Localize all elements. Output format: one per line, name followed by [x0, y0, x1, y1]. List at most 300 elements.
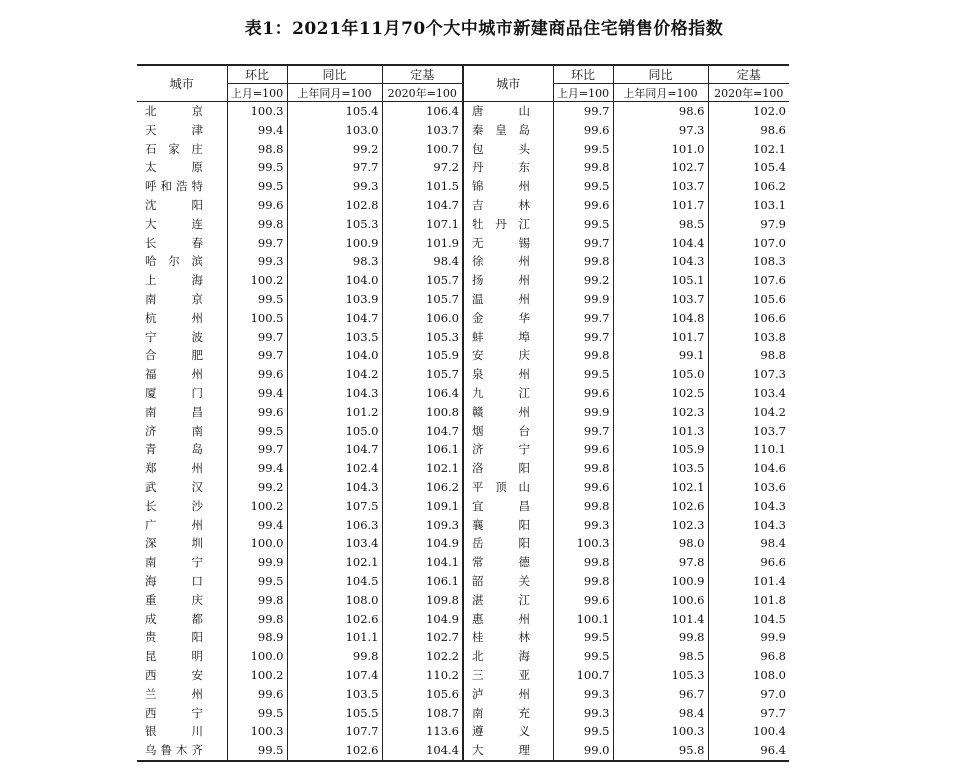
yoy-value: 103.7	[613, 177, 708, 196]
city-cell	[463, 459, 553, 478]
mom-value: 99.7	[553, 422, 613, 441]
city-name: 秦皇岛	[472, 122, 530, 137]
base-subheader-right: 2020年=100	[708, 84, 789, 102]
city-cell	[463, 704, 553, 723]
base-value: 100.7	[382, 140, 463, 159]
mom-value: 99.4	[227, 516, 287, 535]
table-row	[137, 290, 789, 309]
yoy-value: 95.8	[613, 741, 708, 761]
city-cell	[137, 647, 227, 666]
mom-value: 99.5	[227, 572, 287, 591]
base-value: 106.2	[708, 177, 789, 196]
mom-value: 100.3	[227, 722, 287, 741]
table-row	[137, 121, 789, 140]
yoy-value: 104.5	[287, 572, 382, 591]
yoy-value: 101.1	[287, 628, 382, 647]
city-cell	[463, 271, 553, 290]
base-value: 98.6	[708, 121, 789, 140]
city-cell	[137, 215, 227, 234]
yoy-subheader-left: 上年同月=100	[287, 84, 382, 102]
base-value: 105.7	[382, 365, 463, 384]
city-name: 南宁	[145, 555, 203, 570]
city-name: 厦门	[145, 385, 203, 400]
yoy-value: 103.5	[287, 685, 382, 704]
base-value: 97.0	[708, 685, 789, 704]
mom-value: 99.6	[227, 365, 287, 384]
mom-header-right: 环比	[553, 65, 613, 84]
base-value: 104.9	[382, 534, 463, 553]
city-name: 常德	[472, 555, 530, 570]
city-cell	[463, 346, 553, 365]
city-cell	[463, 478, 553, 497]
city-name: 大理	[472, 743, 530, 758]
table-row	[137, 196, 789, 215]
city-name: 郑州	[145, 461, 203, 476]
yoy-value: 107.7	[287, 722, 382, 741]
city-name: 锦州	[472, 179, 530, 194]
yoy-value: 99.8	[287, 647, 382, 666]
yoy-value: 97.8	[613, 553, 708, 572]
city-name: 长春	[145, 235, 203, 250]
city-cell	[137, 497, 227, 516]
yoy-value: 98.6	[613, 102, 708, 121]
mom-value: 99.6	[227, 685, 287, 704]
mom-value: 99.5	[227, 290, 287, 309]
city-name: 深圳	[145, 536, 203, 551]
mom-value: 99.8	[553, 572, 613, 591]
city-cell	[463, 252, 553, 271]
yoy-value: 103.5	[287, 328, 382, 347]
table-row	[137, 102, 789, 121]
city-name: 赣州	[472, 404, 530, 419]
base-value: 106.4	[382, 102, 463, 121]
table-row	[137, 440, 789, 459]
yoy-value: 104.7	[287, 309, 382, 328]
table-row	[137, 628, 789, 647]
base-value: 102.7	[382, 628, 463, 647]
yoy-value: 105.9	[613, 440, 708, 459]
city-name: 烟台	[472, 423, 530, 438]
yoy-value: 101.4	[613, 610, 708, 629]
base-value: 106.1	[382, 440, 463, 459]
mom-value: 99.4	[227, 121, 287, 140]
base-value: 97.7	[708, 704, 789, 723]
base-value: 110.2	[382, 666, 463, 685]
yoy-value: 97.3	[613, 121, 708, 140]
mom-value: 99.5	[553, 140, 613, 159]
mom-value: 99.7	[227, 440, 287, 459]
base-value: 104.1	[382, 553, 463, 572]
yoy-value: 96.7	[613, 685, 708, 704]
yoy-value: 104.0	[287, 346, 382, 365]
table-row	[137, 177, 789, 196]
city-cell	[463, 610, 553, 629]
base-value: 105.4	[708, 158, 789, 177]
mom-value: 99.7	[553, 234, 613, 253]
yoy-value: 105.5	[287, 704, 382, 723]
base-value: 103.7	[382, 121, 463, 140]
base-value: 104.3	[708, 497, 789, 516]
base-value: 110.1	[708, 440, 789, 459]
yoy-value: 104.8	[613, 309, 708, 328]
city-name: 合肥	[145, 348, 203, 363]
base-value: 108.7	[382, 704, 463, 723]
city-cell	[463, 647, 553, 666]
city-cell	[463, 440, 553, 459]
yoy-value: 102.1	[613, 478, 708, 497]
yoy-value: 98.5	[613, 647, 708, 666]
city-name: 兰州	[145, 686, 203, 701]
city-name: 宁波	[145, 329, 203, 344]
city-name: 北京	[145, 104, 203, 118]
city-name: 沈阳	[145, 197, 203, 212]
city-cell	[137, 478, 227, 497]
city-name: 哈尔滨	[145, 254, 203, 269]
city-cell	[463, 290, 553, 309]
city-name: 泸州	[472, 686, 530, 701]
base-value: 105.7	[382, 290, 463, 309]
city-cell	[137, 102, 227, 121]
yoy-header-left: 同比	[287, 65, 382, 84]
city-cell	[137, 309, 227, 328]
mom-value: 99.8	[553, 158, 613, 177]
table-row	[137, 497, 789, 516]
city-name: 福州	[145, 367, 203, 382]
base-value: 100.8	[382, 403, 463, 422]
city-cell	[463, 497, 553, 516]
base-value: 107.1	[382, 215, 463, 234]
city-name: 长沙	[145, 498, 203, 513]
base-value: 103.1	[708, 196, 789, 215]
base-value: 106.6	[708, 309, 789, 328]
city-cell	[137, 158, 227, 177]
yoy-value: 102.4	[287, 459, 382, 478]
mom-value: 99.3	[227, 252, 287, 271]
city-cell	[463, 403, 553, 422]
table-row	[137, 140, 789, 159]
table-row	[137, 553, 789, 572]
city-cell	[463, 553, 553, 572]
city-cell	[137, 591, 227, 610]
base-value: 104.7	[382, 422, 463, 441]
city-name: 银川	[145, 724, 203, 739]
table-row	[137, 666, 789, 685]
yoy-value: 99.8	[613, 628, 708, 647]
yoy-value: 102.5	[613, 384, 708, 403]
city-cell	[137, 196, 227, 215]
city-cell	[137, 459, 227, 478]
city-name: 西宁	[145, 705, 203, 720]
city-cell	[463, 328, 553, 347]
mom-value: 99.8	[553, 553, 613, 572]
table-title: 表1：2021年11月70个大中城市新建商品住宅销售价格指数	[244, 19, 724, 39]
base-value: 105.7	[382, 271, 463, 290]
city-cell	[463, 591, 553, 610]
city-cell	[463, 572, 553, 591]
yoy-value: 107.5	[287, 497, 382, 516]
yoy-value: 105.4	[287, 102, 382, 121]
base-value: 103.8	[708, 328, 789, 347]
table-row	[137, 704, 789, 723]
mom-value: 99.6	[553, 196, 613, 215]
city-name: 安庆	[472, 348, 530, 363]
city-name: 惠州	[472, 611, 530, 626]
city-cell	[137, 722, 227, 741]
base-value: 109.3	[382, 516, 463, 535]
base-value: 104.9	[382, 610, 463, 629]
table-row	[137, 215, 789, 234]
mom-value: 99.8	[227, 610, 287, 629]
city-cell	[137, 328, 227, 347]
mom-value: 99.8	[553, 346, 613, 365]
mom-value: 100.0	[227, 647, 287, 666]
city-name: 包头	[472, 141, 530, 156]
city-cell	[463, 102, 553, 121]
mom-value: 99.9	[553, 290, 613, 309]
table-row	[137, 252, 789, 271]
table-row	[137, 403, 789, 422]
city-name: 海口	[145, 573, 203, 588]
city-cell	[463, 158, 553, 177]
base-value: 104.3	[708, 516, 789, 535]
city-cell	[137, 516, 227, 535]
city-cell	[137, 384, 227, 403]
yoy-value: 104.3	[287, 478, 382, 497]
yoy-value: 101.2	[287, 403, 382, 422]
yoy-value: 98.3	[287, 252, 382, 271]
base-value: 102.0	[708, 102, 789, 121]
city-name: 昆明	[145, 649, 203, 664]
city-cell	[137, 121, 227, 140]
table-row	[137, 534, 789, 553]
city-name: 无锡	[472, 235, 530, 250]
yoy-value: 107.4	[287, 666, 382, 685]
city-cell	[463, 422, 553, 441]
base-value: 106.2	[382, 478, 463, 497]
yoy-value: 105.3	[287, 215, 382, 234]
city-cell	[463, 365, 553, 384]
yoy-value: 98.0	[613, 534, 708, 553]
yoy-value: 105.0	[613, 365, 708, 384]
yoy-value: 100.6	[613, 591, 708, 610]
city-cell	[463, 234, 553, 253]
city-header-right: 城市	[463, 65, 553, 102]
city-cell	[137, 440, 227, 459]
table-row	[137, 478, 789, 497]
base-value: 101.5	[382, 177, 463, 196]
mom-value: 98.9	[227, 628, 287, 647]
table-row	[137, 516, 789, 535]
table-row	[137, 346, 789, 365]
yoy-value: 106.3	[287, 516, 382, 535]
city-cell	[137, 666, 227, 685]
city-name: 遵义	[472, 724, 530, 739]
base-value: 104.6	[708, 459, 789, 478]
mom-value: 99.9	[227, 553, 287, 572]
city-cell	[463, 309, 553, 328]
city-cell	[137, 252, 227, 271]
yoy-value: 100.3	[613, 722, 708, 741]
city-cell	[463, 741, 553, 761]
base-value: 109.8	[382, 591, 463, 610]
base-value: 103.7	[708, 422, 789, 441]
city-name: 太原	[145, 160, 203, 175]
base-value: 113.6	[382, 722, 463, 741]
city-cell	[137, 741, 227, 761]
base-value: 96.8	[708, 647, 789, 666]
mom-value: 99.7	[553, 309, 613, 328]
city-name: 徐州	[472, 254, 530, 269]
mom-value: 99.8	[227, 591, 287, 610]
mom-value: 99.5	[553, 628, 613, 647]
city-name: 青岛	[145, 442, 203, 457]
city-name: 宜昌	[472, 498, 530, 513]
city-cell	[463, 722, 553, 741]
yoy-value: 105.3	[613, 666, 708, 685]
yoy-value: 98.4	[613, 704, 708, 723]
city-name: 九江	[472, 385, 530, 400]
city-cell	[137, 271, 227, 290]
city-cell	[137, 346, 227, 365]
city-name: 上海	[145, 273, 203, 288]
base-value: 98.4	[382, 252, 463, 271]
city-name: 石家庄	[145, 141, 203, 156]
base-value: 106.1	[382, 572, 463, 591]
yoy-value: 104.2	[287, 365, 382, 384]
yoy-subheader-right: 上年同月=100	[613, 84, 708, 102]
table-row	[137, 309, 789, 328]
mom-value: 100.2	[227, 666, 287, 685]
mom-value: 99.7	[227, 346, 287, 365]
city-name: 金华	[472, 310, 530, 325]
mom-value: 98.8	[227, 140, 287, 159]
mom-value: 99.4	[227, 384, 287, 403]
yoy-value: 104.7	[287, 440, 382, 459]
city-name: 成都	[145, 611, 203, 626]
base-value: 109.1	[382, 497, 463, 516]
mom-value: 100.2	[227, 497, 287, 516]
city-name: 西安	[145, 667, 203, 682]
city-name: 南充	[472, 705, 530, 720]
mom-value: 100.7	[553, 666, 613, 685]
yoy-value: 104.3	[287, 384, 382, 403]
city-cell	[463, 215, 553, 234]
yoy-value: 104.3	[613, 252, 708, 271]
yoy-value: 101.7	[613, 196, 708, 215]
mom-value: 99.7	[553, 328, 613, 347]
yoy-value: 97.7	[287, 158, 382, 177]
mom-value: 100.3	[227, 102, 287, 121]
city-cell	[137, 572, 227, 591]
city-cell	[463, 628, 553, 647]
city-header-left: 城市	[137, 65, 227, 102]
base-value: 104.7	[382, 196, 463, 215]
yoy-value: 103.9	[287, 290, 382, 309]
mom-value: 99.8	[553, 497, 613, 516]
yoy-value: 102.3	[613, 516, 708, 535]
base-value: 98.8	[708, 346, 789, 365]
base-value: 105.6	[382, 685, 463, 704]
yoy-value: 99.3	[287, 177, 382, 196]
mom-value: 99.6	[553, 440, 613, 459]
mom-value: 99.5	[553, 215, 613, 234]
table-row	[137, 572, 789, 591]
base-value: 101.4	[708, 572, 789, 591]
city-name: 扬州	[472, 273, 530, 288]
city-name: 韶关	[472, 573, 530, 588]
base-value: 104.2	[708, 403, 789, 422]
yoy-value: 102.6	[613, 497, 708, 516]
city-cell	[137, 534, 227, 553]
city-cell	[463, 177, 553, 196]
city-name: 蚌埠	[472, 329, 530, 344]
city-name: 天津	[145, 122, 203, 137]
city-name: 济宁	[472, 442, 530, 457]
yoy-value: 102.3	[613, 403, 708, 422]
mom-subheader-right: 上月=100	[553, 84, 613, 102]
city-name: 大连	[145, 216, 203, 231]
city-name: 丹东	[472, 160, 530, 175]
mom-value: 99.3	[553, 685, 613, 704]
base-value: 96.4	[708, 741, 789, 761]
base-value: 99.9	[708, 628, 789, 647]
city-name: 湛江	[472, 592, 530, 607]
base-value: 102.2	[382, 647, 463, 666]
yoy-value: 103.5	[613, 459, 708, 478]
city-name: 南昌	[145, 404, 203, 419]
base-value: 97.2	[382, 158, 463, 177]
mom-value: 99.5	[553, 365, 613, 384]
mom-subheader-left: 上月=100	[227, 84, 287, 102]
yoy-value: 101.0	[613, 140, 708, 159]
city-name: 桂林	[472, 630, 530, 645]
table-row	[137, 741, 789, 761]
mom-value: 99.0	[553, 741, 613, 761]
yoy-value: 98.5	[613, 215, 708, 234]
city-cell	[463, 121, 553, 140]
city-cell	[137, 628, 227, 647]
yoy-value: 103.7	[613, 290, 708, 309]
mom-value: 100.5	[227, 309, 287, 328]
base-header-right: 定基	[708, 65, 789, 84]
table-row	[137, 610, 789, 629]
mom-value: 99.6	[553, 121, 613, 140]
yoy-value: 101.7	[613, 328, 708, 347]
table-row	[137, 459, 789, 478]
city-name: 温州	[472, 291, 530, 306]
base-value: 103.6	[708, 478, 789, 497]
base-value: 108.3	[708, 252, 789, 271]
mom-value: 99.6	[553, 384, 613, 403]
city-cell	[137, 422, 227, 441]
base-value: 100.4	[708, 722, 789, 741]
mom-value: 99.6	[553, 478, 613, 497]
city-cell	[137, 610, 227, 629]
city-cell	[137, 177, 227, 196]
city-name: 唐山	[472, 104, 530, 118]
mom-value: 99.8	[553, 252, 613, 271]
table-row	[137, 234, 789, 253]
mom-value: 99.8	[227, 215, 287, 234]
yoy-value: 102.7	[613, 158, 708, 177]
yoy-header-right: 同比	[613, 65, 708, 84]
table-row	[137, 422, 789, 441]
table-row	[137, 647, 789, 666]
base-value: 107.6	[708, 271, 789, 290]
mom-value: 99.5	[227, 177, 287, 196]
yoy-value: 105.1	[613, 271, 708, 290]
price-index-table-container	[137, 64, 789, 762]
